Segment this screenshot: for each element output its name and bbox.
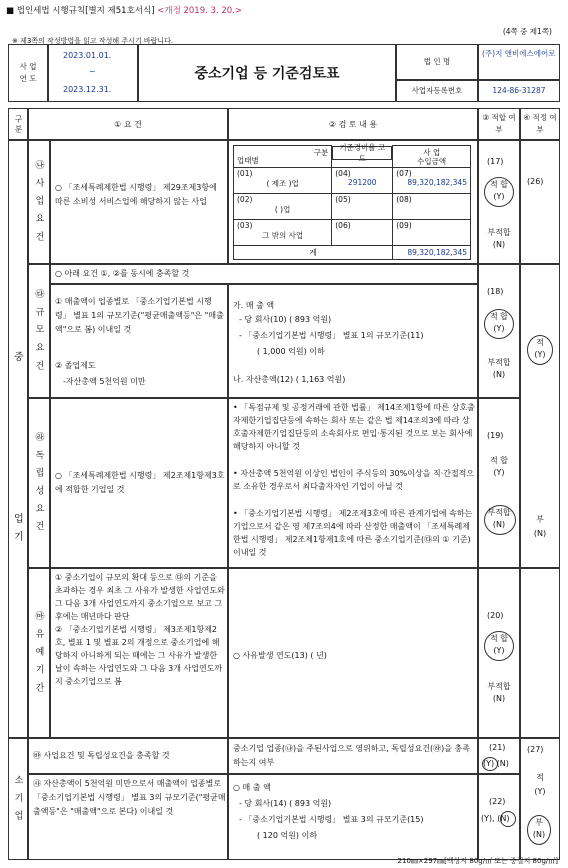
row2-fit-no-option: 부적합 (N) (487, 358, 511, 379)
row3-fit-no-option: 부적합 (N) (487, 508, 511, 529)
row5-fit (478, 738, 520, 774)
row6-rev2: - 당 회사(14) ( 893 억원) (239, 799, 332, 808)
row2-intro (50, 264, 478, 284)
row2-req2: ② 졸업제도 (55, 361, 96, 370)
biz-reg-value: 124-86-31287 (478, 80, 560, 102)
industry-r2-no: (02) (237, 195, 253, 204)
form-reference: ■ 법인세법 시행규칙[별지 제51호서식] (6, 6, 155, 16)
row2-requirement (50, 284, 228, 398)
industry-r1-rev: 89,320,182,345 (407, 178, 467, 187)
row2-fit-no: (18) (487, 287, 504, 296)
row1-fit-no-option: 부적합 (N) (487, 228, 511, 249)
industry-head-group: 구분 (313, 148, 329, 157)
page-title: 중소기업 등 기준검토표 (138, 44, 396, 102)
industry-r1-rev-no: (07) (396, 169, 412, 178)
col-review: ② 검 토 내 용 (228, 108, 478, 140)
row2-fit-yes: 적 합 (Y) (490, 312, 508, 333)
row5-ok-no: (27) (527, 745, 544, 754)
industry-head-type: 업태별 (237, 156, 259, 165)
industry-r1-type: ( 제조 )업 (266, 179, 299, 188)
row2-intro-text: ○ 아래 요건 ①, ②를 동시에 충족할 것 (55, 269, 190, 278)
industry-r2-code-no: (05) (335, 195, 351, 204)
side-mid-1: 중 (14, 352, 24, 363)
biz-reg-label: 사업자등록번호 (396, 80, 478, 102)
industry-total: 89,320,182,345 (393, 246, 471, 260)
row5-fit-value: (Y) (N) (483, 759, 509, 768)
row3-fit (478, 398, 520, 568)
row1-fit-no: (17) (487, 157, 504, 166)
col-requirements: ① 요 건 (28, 108, 228, 140)
col-fit: ③ 적합 여부 (478, 108, 520, 140)
form-header (6, 4, 242, 16)
page-indicator: (4쪽 중 제1쪽) (502, 27, 552, 36)
row4-fit-no-option: 부적합 (N) (487, 682, 511, 703)
row4-label: ㉲ 유 예 기 간 (28, 568, 50, 738)
row2-label: ㉰ 규 모 요 건 (28, 264, 50, 398)
fiscal-year-label: 사 업 연 도 (8, 44, 48, 102)
industry-r1-no: (01) (237, 169, 253, 178)
row2-fit (478, 264, 520, 398)
fiscal-year-range (48, 44, 138, 102)
row1-fit-yes: 적 합 (Y) (490, 180, 508, 201)
corp-name-value: (주)지 앤비에스에어로 (478, 44, 560, 80)
row3-rev3: • 「중소기업기본법 시행령」 제2조제3호에 따른 관계기업에 속하는 기업으로서 같은 영 제7조의4에 따라 산정한 매출액이 「조세특례제한법 시행령」 제2조제1항제1호에 따른 중소기업기준(㉰의 ① 기준) 이내일 것 (233, 509, 473, 557)
row3-review (228, 398, 478, 568)
row6-rev4: ( 120 억원) 이하 (257, 831, 318, 840)
col-category: 구 분 (8, 108, 28, 140)
corp-name-label: 법 인 명 (396, 44, 478, 80)
industry-r3-no: (03) (237, 221, 253, 230)
side-mid-2: 기 (14, 532, 24, 543)
row2-rev1: 가. 매 출 액 (233, 301, 275, 310)
industry-r3-type: 그 밖의 사업 (262, 231, 304, 240)
row6-rev1: ○ 매 출 액 (233, 783, 271, 792)
row5-rev-text: 중소기업 업종(㉯)을 주된사업으로 영위하고, 독립성요건(㉱)을 충족하는지 여부 (233, 744, 470, 767)
row1-ok-no: (26) (527, 177, 544, 186)
row3-label: ㉱ 독 립 성 요 건 (28, 398, 50, 568)
side-medium-enterprise (8, 140, 28, 738)
row5-requirement (28, 738, 228, 774)
row6-fit-value: (Y), (N) (481, 814, 510, 823)
row1-review (228, 140, 478, 264)
row4-req-text: ① 중소기업이 규모의 확대 등으로 ㉰의 기준을 초과하는 경우 최초 그 사유가 발생한 사업연도와 그 다음 3개 사업연도까지 중소기업으로 보고 그 후에는 매년마다 판단 ② 「중소기업기본법 시행령」 제3조제1항제2호, 별표 1 및 별표 2의 개정으로 중소기업에 해당하지 아니하게 되는 때에는 그 사유가 발생한 날이 속하는 사업연도와 그 다음 3개 사업연도까지 중소기업으로 봄 (55, 573, 225, 686)
row2-rev4: ( 1,000 억원) 이하 (257, 347, 325, 356)
rows23-ok (520, 264, 560, 568)
industry-r1-code-no: (04) (335, 169, 351, 178)
row1-fit (478, 140, 520, 264)
row3-rev1: • 「독점규제 및 공정거래에 관한 법률」 제14조제1항에 따른 상호출자제한기업집단등에 속하는 회사 또는 같은 법 제14조의3에 따라 상호출자제한기업집단등의 소속회사로 편입·통지된 것으로 보는 회사에 해당하지 아니할 것 (233, 403, 475, 451)
industry-r3-code-no: (06) (335, 221, 351, 230)
row1-ok (520, 140, 560, 264)
row4-ok (520, 568, 560, 738)
industry-table (233, 142, 471, 260)
row2-rev5: 나. 자산총액(12) ( 1,163 억원) (233, 375, 346, 384)
row4-fit-yes: 적 합 (Y) (490, 634, 508, 655)
revision-date: <개정 2019. 3. 20.> (157, 6, 242, 16)
paper-spec-footer: 210㎜×297㎜[백상지 80g/㎡ 또는 중질지 80g/㎡] (397, 857, 558, 865)
row4-fit (478, 568, 520, 738)
row6-rev3: - 「중소기업기본법 시행령」 별표 3의 규모기준(15) (239, 815, 424, 824)
row3-ok-value: 부 (N) (533, 515, 547, 538)
row1-requirement (50, 140, 228, 264)
row2-req1: ① 매출액이 업종별로 「중소기업기본법 시행령」 별표 1의 규모기준("평균매출액등"은 "매출액"으로 봄) 이내일 것 (55, 297, 224, 334)
industry-total-label: 계 (234, 246, 393, 260)
side-mid-3: 업 (14, 514, 24, 525)
row4-rev-text: ○ 사유발생 연도(13) ( 년) (233, 651, 327, 660)
row6-req-text: ㉴ 자산총액이 5천억원 미만으로서 매출액이 업종별로 「중소기업기본법 시행령」 별표 3의 규모기준("평균매출액등"은 "매출액"으로 본다) 이내일 것 (33, 779, 226, 816)
fiscal-start: 2023.01.01. (63, 51, 112, 60)
row2-req3: -자산총액 5천억원 미만 (63, 377, 146, 386)
row5-fit-no: (21) (489, 743, 506, 752)
row2-rev2: - 당 회사(10) ( 893 억원) (239, 315, 332, 324)
row5-review (228, 738, 478, 774)
row3-req-text: ○ 「조세특례제한법 시행령」 제2조제1항제3호에 적합한 기업일 것 (55, 471, 225, 494)
row1-label: ㉯ 사 업 요 건 (28, 140, 50, 264)
row4-fit-no: (20) (487, 611, 504, 620)
col-ok: ④ 적정 여부 (520, 108, 560, 140)
rows56-ok (520, 738, 560, 860)
row3-fit-no: (19) (487, 431, 504, 440)
row6-review (228, 774, 478, 860)
instruction-note: ※ 제3쪽의 작성방법을 읽고 작성해 주시기 바랍니다. (12, 37, 174, 45)
row3-requirement (50, 398, 228, 568)
row2-review (228, 284, 478, 398)
side-small-enterprise: 소 기 업 (8, 738, 28, 860)
row6-fit (478, 774, 520, 860)
row4-requirement (50, 568, 228, 738)
industry-r2-type: ( )업 (274, 205, 291, 214)
industry-r1-code: 291200 (347, 178, 377, 187)
row3-rev2: • 자산총액 5천억원 이상인 법인이 주식등의 30%이상을 직·간접적으로 소유한 경우로서 최다출자자인 기업이 아닐 것 (233, 469, 475, 491)
row6-fit-no: (22) (489, 797, 506, 806)
industry-r3-rev-no: (09) (396, 221, 412, 230)
row5-req-text: ㉳ 사업요건 및 독립성요건을 충족할 것 (33, 751, 170, 760)
row6-requirement (28, 774, 228, 860)
industry-head-revenue: 사 업 수입금액 (393, 146, 471, 168)
row2-ok-value: 적 (Y) (534, 338, 546, 359)
row4-review (228, 568, 478, 738)
fiscal-end: 2023.12.31. (63, 85, 112, 94)
row1-req-text: ○ 「조세특례제한법 시행령」 제29조제3항에 따른 소비성 서비스업에 해당하지 않는 사업 (55, 183, 217, 206)
row5-ok-value: 적 (Y) (534, 773, 546, 796)
row3-fit-yes: 적 합 (Y) (490, 456, 508, 477)
industry-head-code: 기준경비율 코드 (332, 146, 392, 160)
industry-r2-rev-no: (08) (396, 195, 412, 204)
fiscal-tilde: ~ (89, 67, 96, 76)
row2-rev3: - 「중소기업기본법 시행령」 별표 1의 규모기준(11) (239, 331, 424, 340)
row6-ok-value: 부 (N) (532, 818, 546, 839)
